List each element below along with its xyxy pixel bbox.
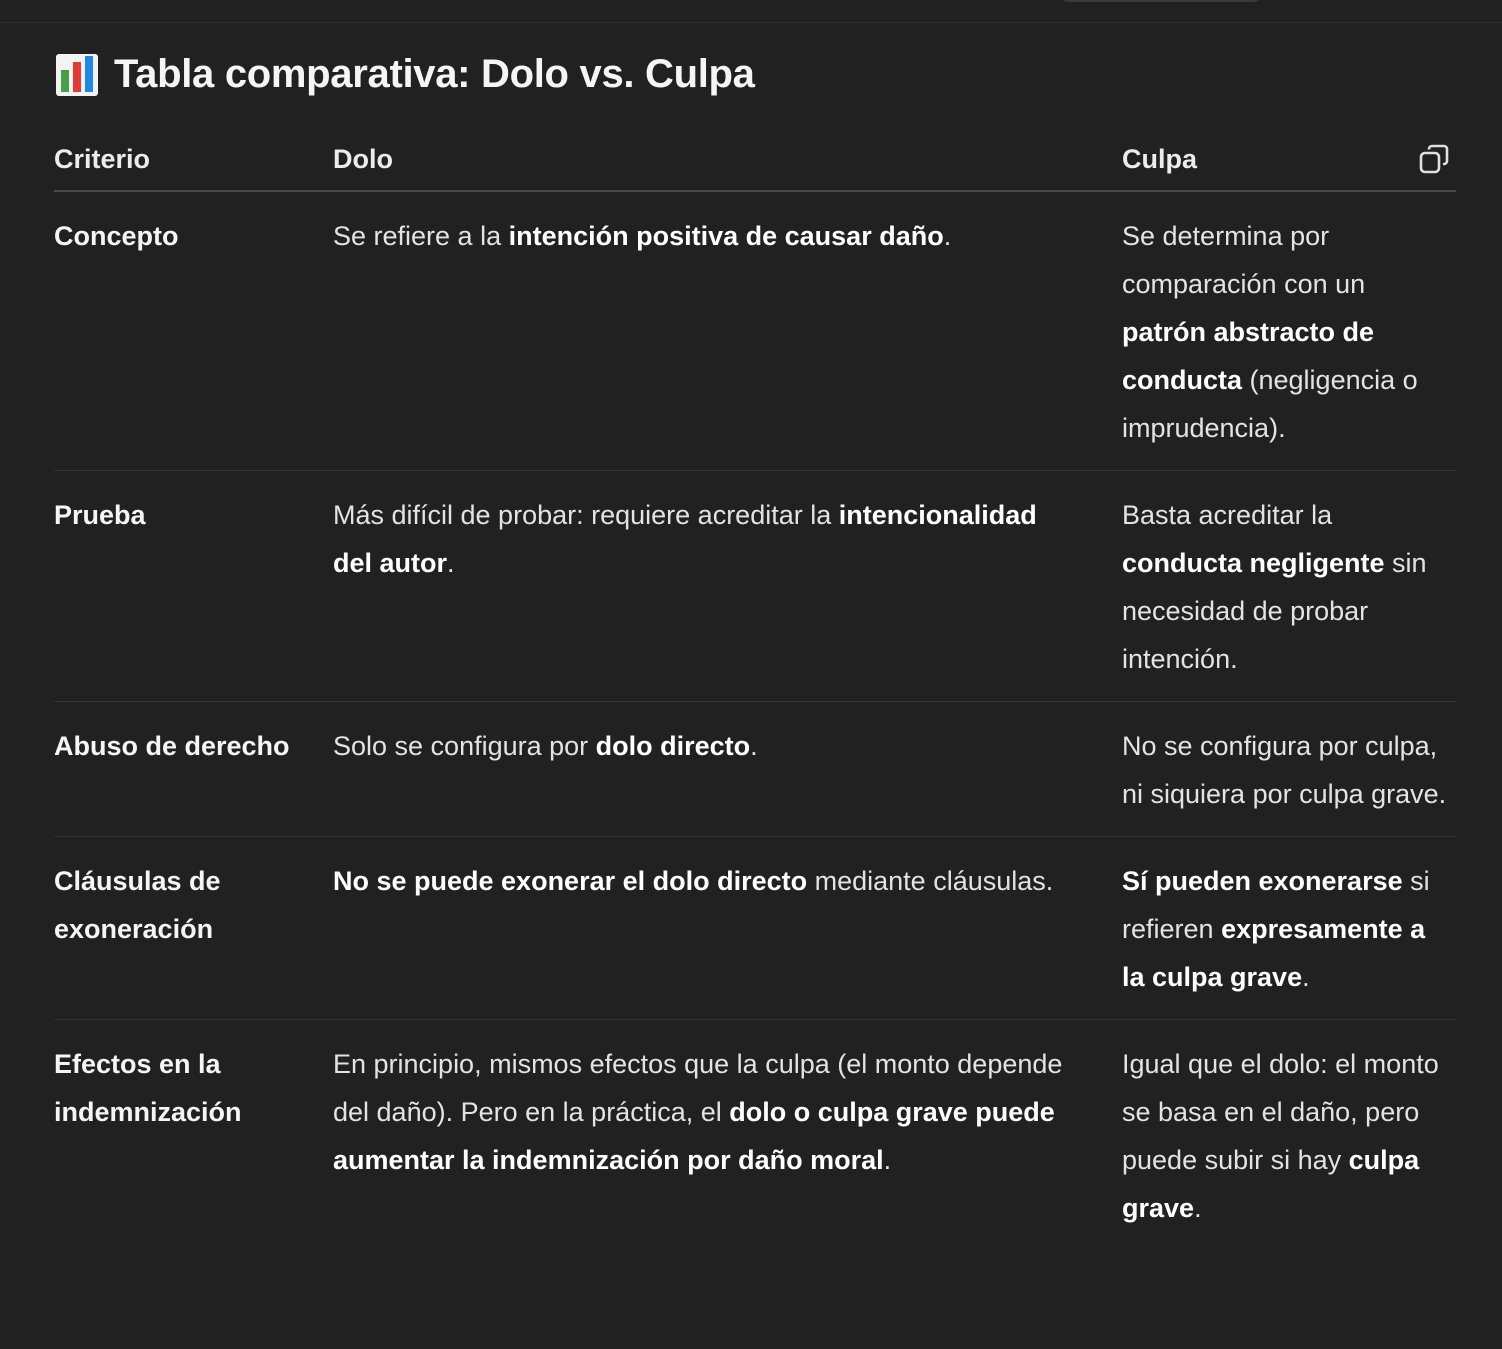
bold-text: dolo directo <box>595 731 751 761</box>
header-culpa <box>1122 128 1456 191</box>
culpa-cell <box>1122 702 1456 837</box>
culpa-cell <box>1122 191 1456 471</box>
cell-text: Se refiere a la <box>333 221 509 251</box>
cell-text: Más difícil de probar: requiere acreditar la <box>333 500 839 530</box>
cell-text: . <box>943 221 952 251</box>
header-criterio: Criterio <box>54 128 333 191</box>
cell-text: (negligencia o imprudencia). <box>1122 365 1418 443</box>
cell-text: Se determina por comparación con un <box>1122 221 1366 299</box>
bold-text: Sí pueden exonerarse <box>1122 866 1403 896</box>
cell-text: si refieren <box>1122 866 1430 944</box>
cell-text: Solo se configura por <box>333 731 596 761</box>
cell-text: . <box>750 731 758 761</box>
dolo-cell <box>333 471 1122 702</box>
cell-text: . <box>883 1145 892 1175</box>
bold-text: culpa grave <box>1122 1145 1420 1223</box>
culpa-cell <box>1122 471 1456 702</box>
page-title: Tabla comparativa: Dolo vs. Culpa <box>114 52 755 96</box>
criterio-cell: Cláusulas de exoneración <box>54 837 333 1020</box>
bold-text: No se puede exonerar el dolo directo <box>333 866 808 896</box>
dolo-cell <box>333 837 1122 1020</box>
cell-text: . <box>447 548 455 578</box>
bar-chart-icon <box>56 54 98 96</box>
table-header-row <box>54 128 1456 191</box>
culpa-cell <box>1122 837 1456 1020</box>
criterio-cell: Efectos en la indemnización <box>54 1049 242 1127</box>
cell-text: Igual que el dolo: el monto se basa en el daño, pero puede subir si hay <box>1122 1049 1439 1175</box>
table-row <box>54 471 1456 702</box>
bold-text: expresamente a la culpa grave <box>1122 914 1426 992</box>
dolo-cell <box>333 191 1122 471</box>
cell-text: No se configura por culpa, ni siquiera por culpa grave. <box>1122 731 1447 809</box>
bold-text: conducta negligente <box>1122 548 1385 578</box>
culpa-cell <box>1122 1020 1456 1251</box>
cell-text: En principio, mismos efectos que la culpa (el monto depende del daño). Pero en la práctica, el <box>333 1049 1063 1127</box>
header-culpa-label: Culpa <box>1122 144 1198 174</box>
cell-text: sin necesidad de probar intención. <box>1122 548 1427 674</box>
bold-text: intencionalidad del autor <box>333 500 1037 578</box>
cell-text: Basta acreditar la <box>1122 500 1333 530</box>
criterio-cell: Prueba <box>54 471 333 702</box>
table-row <box>54 191 1456 471</box>
top-bar <box>0 0 1502 23</box>
table-row <box>54 702 1456 837</box>
scroll-pill[interactable] <box>1058 0 1264 2</box>
comparison-table <box>54 128 1456 1250</box>
header-dolo: Dolo <box>333 128 1122 191</box>
copy-icon[interactable] <box>1418 143 1450 175</box>
bold-text: dolo o culpa grave puede aumentar la indemnización por daño moral <box>333 1097 1055 1175</box>
dolo-cell <box>333 702 1122 837</box>
table-row <box>54 837 1456 1020</box>
section-heading <box>56 52 755 97</box>
cell-text: . <box>1302 962 1310 992</box>
criterio-cell: Concepto <box>54 191 333 471</box>
bold-text: patrón abstracto de conducta <box>1122 317 1375 395</box>
cell-text: . <box>1194 1193 1202 1223</box>
bold-text: intención positiva de causar daño <box>508 221 944 251</box>
cell-text: mediante cláusulas. <box>807 866 1054 896</box>
criterio-cell: Abuso de derecho <box>54 702 333 837</box>
table-row <box>54 1020 1456 1251</box>
dolo-cell <box>333 1020 1122 1251</box>
